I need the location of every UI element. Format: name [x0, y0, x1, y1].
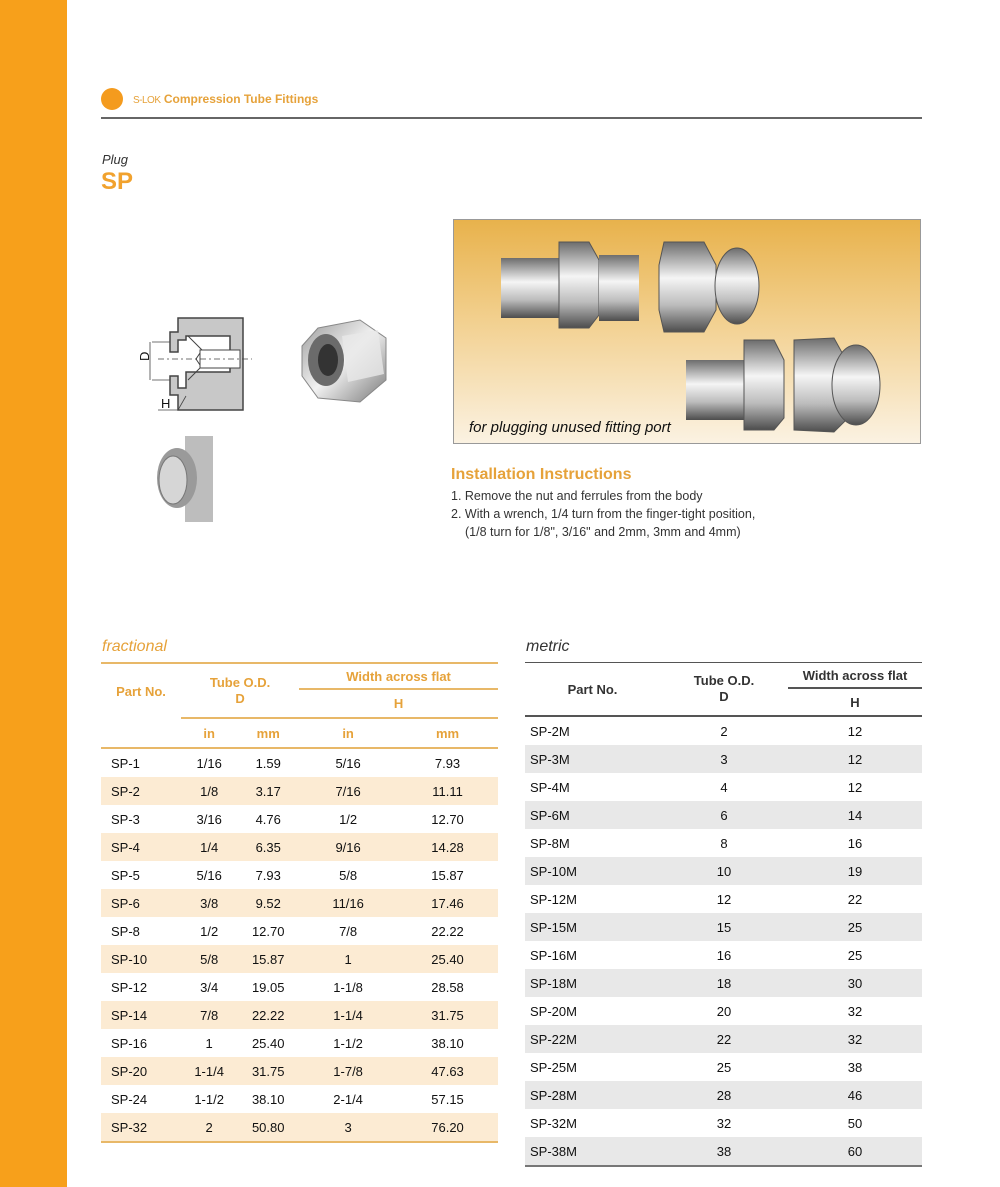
fractional-cell-h-in: 1-1/4	[299, 1001, 397, 1029]
fractional-cell-h-mm: 22.22	[431, 923, 464, 939]
metric-row	[525, 1137, 922, 1166]
fractional-cell-h-in: 5/16	[335, 755, 361, 771]
fractional-cell-part-no: SP-20	[101, 1057, 181, 1085]
metric-cell-od: 25	[716, 1059, 732, 1075]
fractional-cell-h-in: 1-1/8	[333, 979, 363, 995]
metric-row	[525, 1025, 922, 1053]
metric-cell-od: 15	[660, 913, 788, 941]
metric-cell-part-no: SP-2M	[530, 723, 570, 739]
fractional-cell-part-no: SP-1	[111, 755, 140, 771]
fractional-cell-part-no: SP-6	[101, 889, 181, 917]
fractional-cell-od-mm: 22.22	[237, 1001, 299, 1029]
metric-cell-od: 32	[716, 1115, 732, 1131]
metric-header-tube-od-label: Tube O.D.	[693, 673, 755, 688]
fractional-row	[101, 805, 498, 833]
fractional-row	[101, 1029, 498, 1057]
photo-caption: for plugging unused fitting port	[469, 419, 671, 436]
fractional-cell-od-mm: 15.87	[237, 945, 299, 973]
fractional-cell-h-mm: 76.20	[397, 1113, 498, 1142]
fractional-cell-h-mm: 17.46	[397, 889, 498, 917]
metric-header-tube-od	[660, 663, 788, 717]
fractional-cell-h-in: 2-1/4	[333, 1091, 363, 1107]
metric-cell-part-no: SP-10M	[525, 857, 660, 885]
fractional-header-width-symbol: H	[299, 689, 498, 718]
metric-row	[525, 745, 922, 773]
metric-row	[525, 913, 922, 941]
metric-label: metric	[526, 638, 570, 655]
fractional-cell-h-in: 1-7/8	[299, 1057, 397, 1085]
fractional-cell-h-in: 11/16	[299, 889, 397, 917]
metric-row	[525, 857, 922, 885]
plug-nut-1	[659, 242, 759, 332]
metric-cell-part-no: SP-4M	[530, 779, 570, 795]
fractional-cell-od-in: 1	[205, 1035, 213, 1051]
metric-cell-part-no: SP-22M	[525, 1025, 660, 1053]
fractional-cell-h-mm: 28.58	[431, 979, 464, 995]
metric-cell-h: 50	[847, 1115, 863, 1131]
fittings-photo	[453, 219, 921, 444]
fractional-cell-h-in: 7/16	[299, 777, 397, 805]
fractional-row	[101, 889, 498, 917]
fractional-header-tube-od-symbol: D	[235, 690, 245, 706]
metric-row	[525, 716, 922, 745]
metric-header-part-no: Part No.	[567, 681, 618, 697]
metric-cell-h: 25	[788, 913, 922, 941]
metric-cell-part-no: SP-16M	[530, 947, 577, 963]
fractional-row	[101, 1085, 498, 1113]
fractional-cell-h-in: 1	[299, 945, 397, 973]
fractional-row	[101, 917, 498, 945]
catalog-title	[133, 92, 318, 106]
metric-header-width-symbol: H	[850, 694, 860, 710]
fractional-header-od-in: in	[203, 725, 215, 741]
metric-cell-od: 38	[660, 1137, 788, 1166]
fractional-table	[101, 662, 498, 1143]
plug-cross-section-diagram	[130, 310, 255, 420]
fractional-cell-od-mm: 31.75	[237, 1057, 299, 1085]
fractional-cell-part-no: SP-16	[111, 1035, 148, 1051]
fractional-cell-h-in: 5/8	[339, 867, 358, 883]
fractional-cell-part-no: SP-24	[111, 1091, 148, 1107]
metric-cell-part-no: SP-20M	[530, 1003, 577, 1019]
metric-cell-h: 12	[847, 779, 863, 795]
fractional-cell-od-in: 5/8	[181, 945, 237, 973]
metric-row	[525, 969, 922, 997]
fractional-cell-h-mm: 38.10	[431, 1035, 464, 1051]
fractional-cell-h-mm: 25.40	[397, 945, 498, 973]
fractional-cell-od-mm: 6.35	[237, 833, 299, 861]
metric-row	[525, 997, 922, 1025]
catalog-section: Compression Tube Fittings	[160, 92, 319, 106]
metric-cell-part-no: SP-28M	[525, 1081, 660, 1109]
product-subtitle: Plug	[102, 152, 129, 167]
metric-cell-h: 25	[847, 947, 863, 963]
installation-step-2-note: (1/8 turn for 1/8", 3/16" and 2mm, 3mm and 4mm)	[465, 525, 741, 539]
metric-cell-od: 8	[720, 835, 728, 851]
metric-cell-h: 38	[847, 1059, 863, 1075]
metric-cell-od: 6	[660, 801, 788, 829]
fractional-cell-part-no: SP-3	[111, 811, 140, 827]
metric-cell-part-no: SP-25M	[530, 1059, 577, 1075]
fractional-cell-od-in: 3/4	[200, 979, 219, 995]
fractional-cell-od-in: 7/8	[181, 1001, 237, 1029]
metric-cell-h: 19	[788, 857, 922, 885]
fractional-cell-od-mm: 12.70	[251, 923, 285, 939]
metric-cell-h: 12	[788, 745, 922, 773]
metric-cell-h: 46	[788, 1081, 922, 1109]
metric-cell-od: 22	[660, 1025, 788, 1053]
fractional-cell-h-mm: 15.87	[431, 867, 464, 883]
metric-row	[525, 801, 922, 829]
fractional-cell-h-mm: 11.11	[397, 777, 498, 805]
fractional-cell-od-mm: 9.52	[237, 889, 299, 917]
header-divider	[101, 117, 922, 119]
fractional-cell-od-mm: 1.59	[255, 755, 281, 771]
metric-cell-h: 16	[847, 835, 863, 851]
fractional-cell-od-in: 3/8	[181, 889, 237, 917]
fractional-cell-part-no: SP-4	[101, 833, 181, 861]
metric-header-tube-od-symbol: D	[719, 689, 729, 704]
fractional-cell-od-mm: 25.40	[251, 1035, 285, 1051]
metric-cell-od: 28	[660, 1081, 788, 1109]
fractional-header-width: Width across flat	[299, 663, 498, 689]
fractional-cell-part-no: SP-14	[101, 1001, 181, 1029]
fractional-cell-od-mm: 4.76	[255, 811, 281, 827]
fractional-header-h-mm: mm	[435, 725, 460, 741]
fractional-row	[101, 777, 498, 805]
fractional-cell-h-in: 7/8	[339, 923, 358, 939]
metric-cell-h: 32	[847, 1003, 863, 1019]
plug-installed-photo	[155, 436, 213, 522]
fractional-cell-h-in: 9/16	[299, 833, 397, 861]
fractional-row	[101, 1113, 498, 1142]
plug-product-photo	[298, 318, 390, 408]
male-connector-1	[501, 242, 639, 328]
metric-row	[525, 829, 922, 857]
fractional-header-h-in: in	[342, 725, 354, 741]
fractional-cell-od-mm: 38.10	[251, 1091, 285, 1107]
fractional-cell-h-mm: 7.93	[434, 755, 461, 771]
metric-cell-od: 3	[660, 745, 788, 773]
fractional-cell-od-mm: 50.80	[237, 1113, 299, 1142]
metric-cell-od: 12	[716, 891, 732, 907]
fractional-cell-h-in: 1-1/2	[333, 1035, 363, 1051]
metric-row	[525, 1109, 922, 1137]
product-code: SP	[101, 168, 134, 195]
fractional-cell-h-mm: 12.70	[431, 811, 464, 827]
metric-cell-h: 30	[788, 969, 922, 997]
fractional-cell-od-in: 1/4	[181, 833, 237, 861]
fractional-row	[101, 861, 498, 889]
fractional-cell-part-no: SP-32	[101, 1113, 181, 1142]
metric-header-width: Width across flat	[788, 663, 922, 689]
metric-cell-h: 22	[847, 891, 863, 907]
installation-title: Installation Instructions	[451, 466, 632, 483]
metric-cell-od: 18	[660, 969, 788, 997]
metric-cell-h: 12	[847, 723, 863, 739]
fractional-cell-part-no: SP-2	[101, 777, 181, 805]
metric-cell-part-no: SP-6M	[525, 801, 660, 829]
dimension-d-label: D	[137, 351, 152, 361]
metric-row	[525, 1081, 922, 1109]
installation-step-2: 2. With a wrench, 1/4 turn from the finger-tight position,	[451, 507, 756, 521]
metric-cell-part-no: SP-8M	[530, 835, 570, 851]
bullet-dot-icon	[101, 88, 123, 110]
fractional-cell-part-no: SP-8	[111, 923, 140, 939]
fractional-label: fractional	[102, 638, 167, 655]
fractional-cell-part-no: SP-12	[111, 979, 148, 995]
installation-steps	[451, 487, 755, 541]
fractional-row	[101, 1057, 498, 1085]
metric-cell-h: 14	[788, 801, 922, 829]
metric-row	[525, 1053, 922, 1081]
fractional-row	[101, 748, 498, 777]
fractional-header-od-mm: mm	[256, 725, 280, 741]
fractional-cell-od-mm: 7.93	[255, 867, 281, 883]
fractional-cell-h-in: 1/2	[339, 811, 358, 827]
fractional-cell-od-in: 1-1/2	[194, 1091, 224, 1107]
fractional-row	[101, 945, 498, 973]
fractional-cell-h-mm: 57.15	[431, 1091, 464, 1107]
fractional-cell-od-in: 3/16	[196, 811, 222, 827]
fractional-cell-h-in: 3	[299, 1113, 397, 1142]
metric-cell-od: 10	[660, 857, 788, 885]
metric-cell-h: 60	[788, 1137, 922, 1166]
fractional-row	[101, 833, 498, 861]
metric-row	[525, 941, 922, 969]
fractional-cell-part-no: SP-5	[111, 867, 140, 883]
fractional-cell-part-no: SP-10	[101, 945, 181, 973]
metric-cell-part-no: SP-12M	[530, 891, 577, 907]
fractional-cell-od-in: 1-1/4	[181, 1057, 237, 1085]
fractional-header-part-no: Part No.	[116, 683, 166, 699]
metric-cell-part-no: SP-3M	[525, 745, 660, 773]
fractional-header-tube-od-label: Tube O.D.	[209, 674, 271, 690]
metric-table	[525, 662, 922, 1167]
metric-cell-part-no: SP-15M	[525, 913, 660, 941]
metric-cell-part-no: SP-38M	[525, 1137, 660, 1166]
fractional-cell-od-mm: 3.17	[237, 777, 299, 805]
assembled-connector	[686, 338, 880, 432]
fractional-row	[101, 1001, 498, 1029]
catalog-header	[101, 88, 922, 118]
installation-step-1: 1. Remove the nut and ferrules from the body	[451, 489, 703, 503]
metric-row	[525, 773, 922, 801]
metric-cell-part-no: SP-32M	[530, 1115, 577, 1131]
brand-name: S-LOK	[133, 95, 161, 106]
fractional-header-tube-od	[181, 663, 299, 718]
metric-cell-od: 4	[720, 779, 728, 795]
fractional-cell-h-mm: 31.75	[397, 1001, 498, 1029]
fractional-cell-od-in: 1/2	[200, 923, 219, 939]
metric-cell-od: 20	[716, 1003, 732, 1019]
orange-sidebar	[0, 0, 67, 1187]
fractional-cell-od-in: 2	[181, 1113, 237, 1142]
fractional-cell-od-in: 1/8	[181, 777, 237, 805]
fractional-cell-h-mm: 47.63	[397, 1057, 498, 1085]
metric-cell-od: 2	[720, 723, 728, 739]
fractional-cell-od-mm: 19.05	[251, 979, 285, 995]
fractional-cell-od-in: 1/16	[196, 755, 222, 771]
metric-cell-h: 32	[788, 1025, 922, 1053]
metric-cell-part-no: SP-18M	[525, 969, 660, 997]
fractional-cell-od-in: 5/16	[196, 867, 222, 883]
fractional-cell-h-mm: 14.28	[397, 833, 498, 861]
fractional-row	[101, 973, 498, 1001]
metric-cell-od: 16	[716, 947, 732, 963]
metric-row	[525, 885, 922, 913]
fittings-illustration	[454, 220, 920, 443]
dimension-h-label: H	[161, 396, 171, 411]
